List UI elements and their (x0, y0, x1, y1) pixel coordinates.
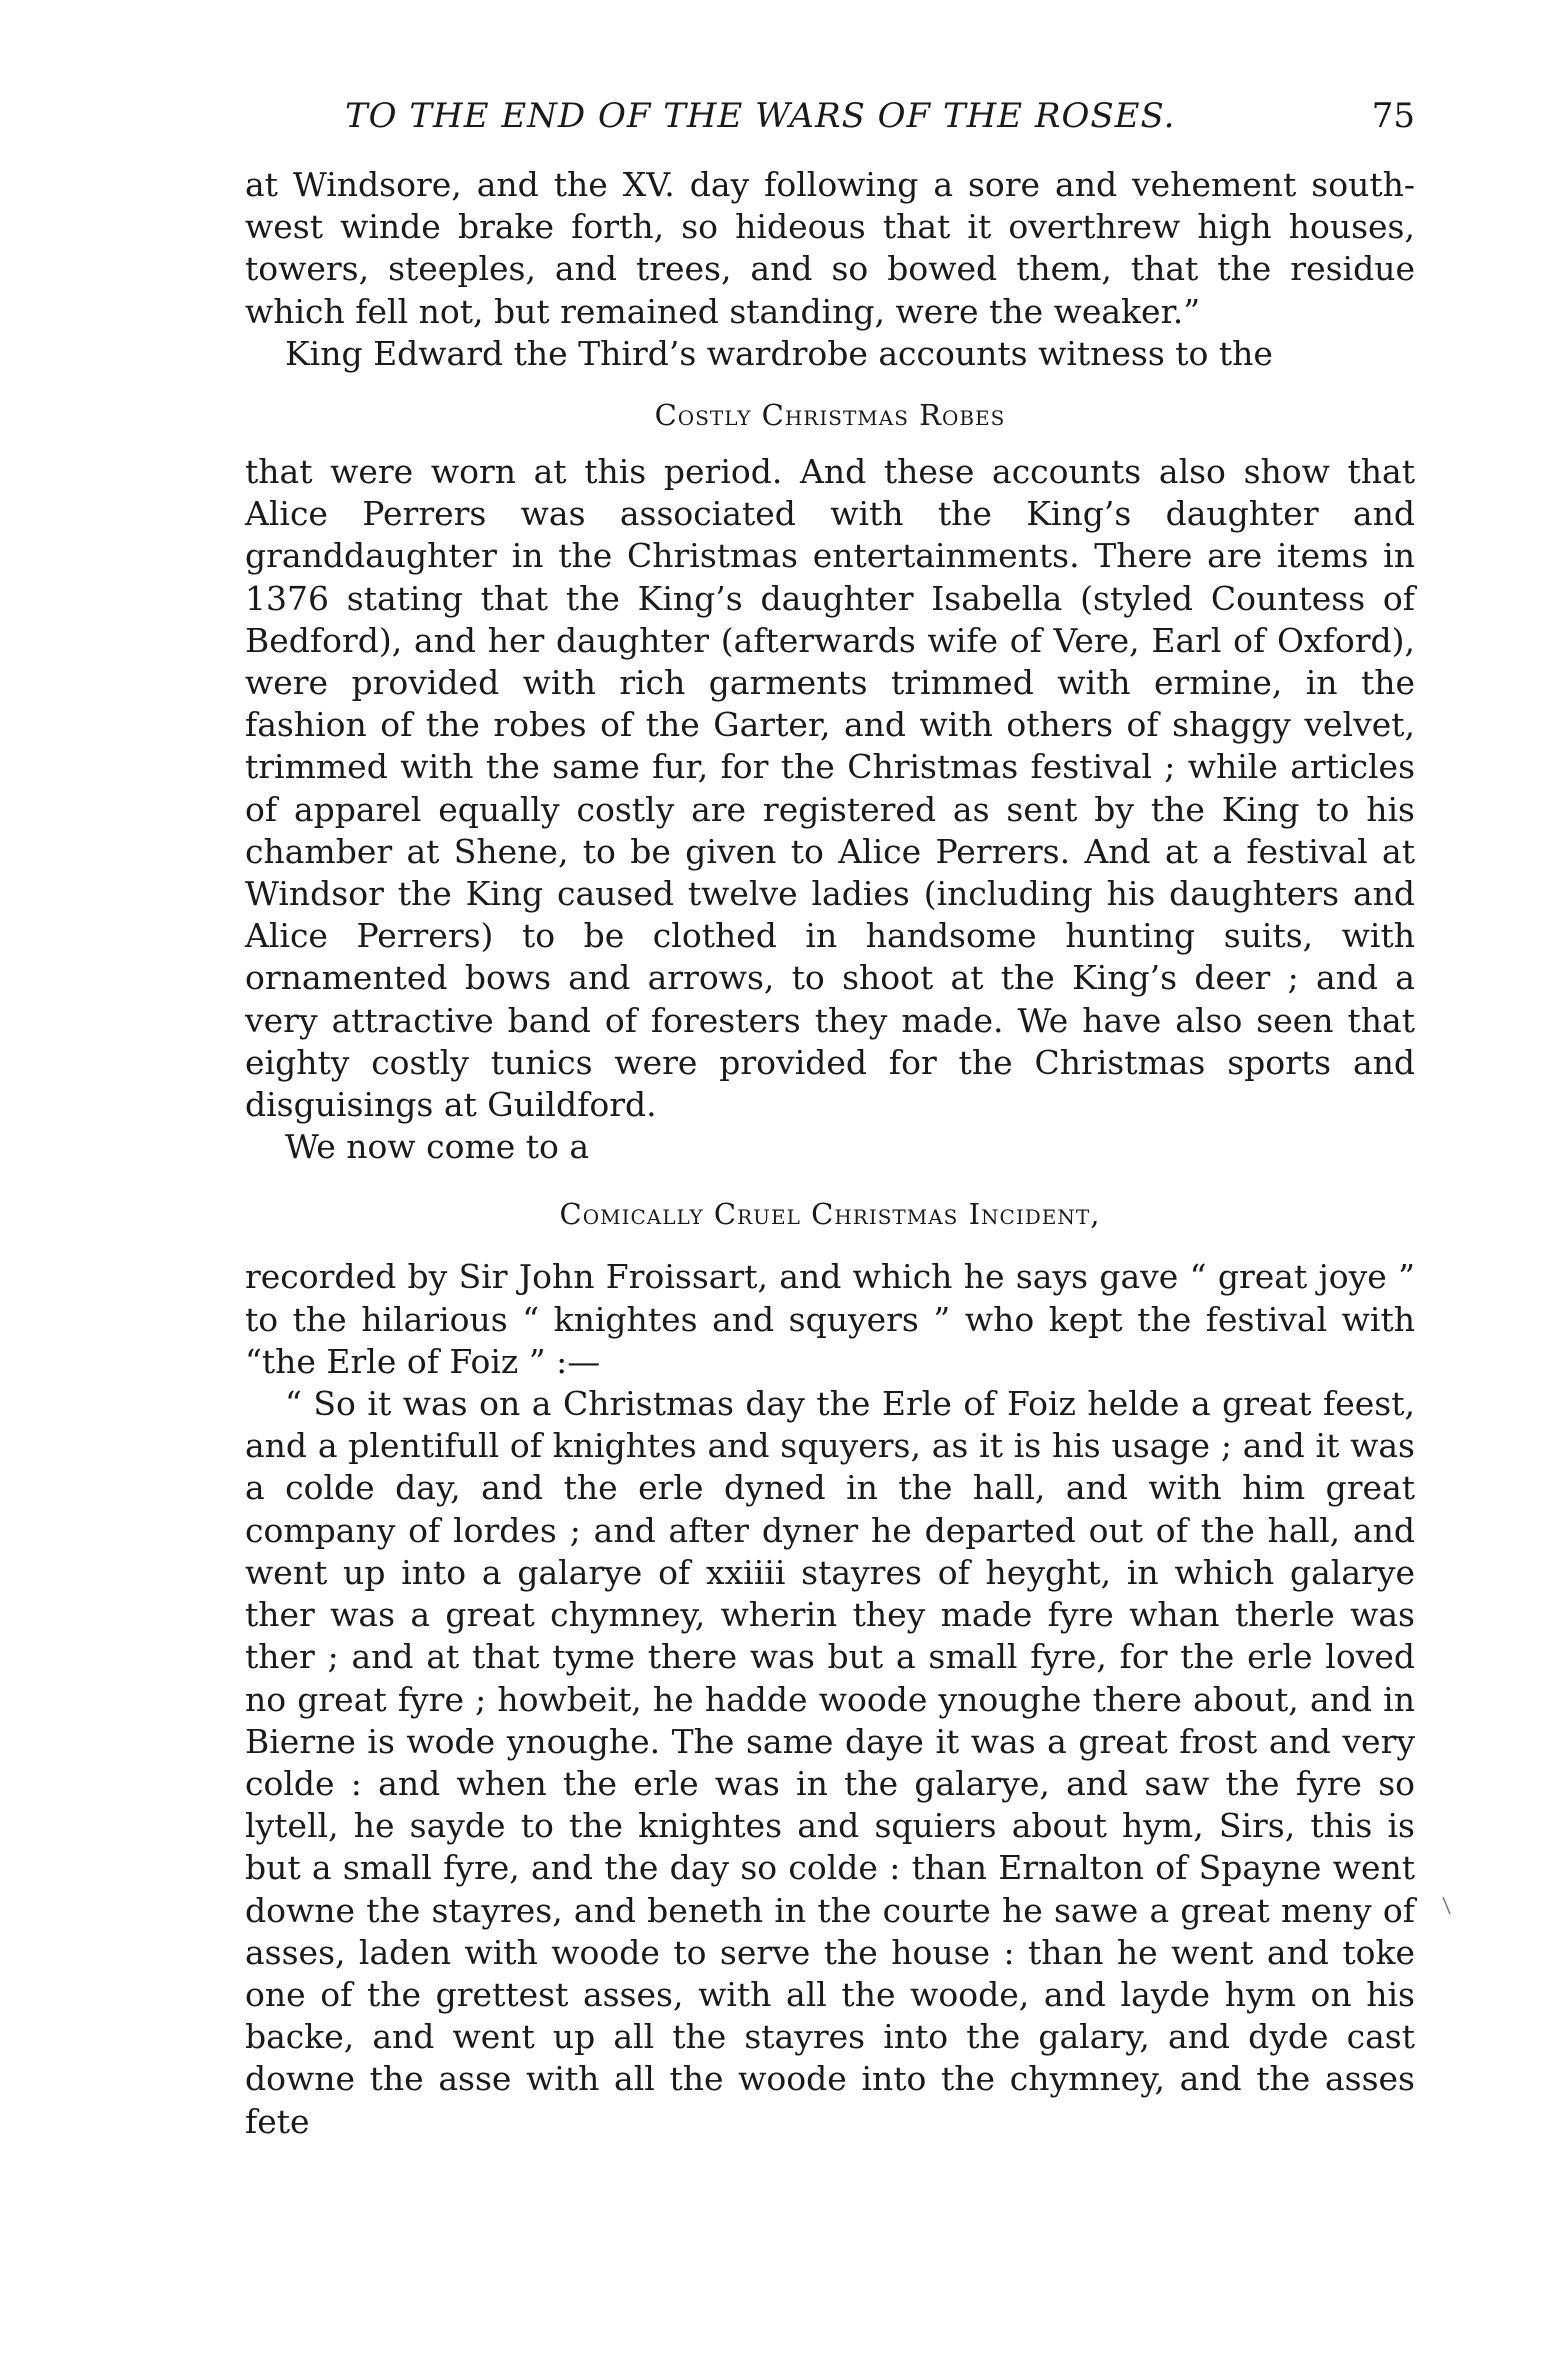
paragraph-continued: at Windsore, and the XV. day following a sore and vehement south-west winde brake forth, so hideous that it overthrew high houses, towers, steeples, and trees, and so bowed them, that the residue which fell not, but remained standing, were the weaker.” (245, 165, 1415, 331)
section-heading-robes: Costly Christmas Robes (654, 398, 1006, 433)
paragraph-robes: that were worn at this period. And these accounts also show that Alice Perrers was associated with the King’s daughter and granddaughter in the Christmas entertainments. There are items in 1376 stating that the King’s daughter Isabella (styled Countess of Bedford), and her daughter (afterwards wife of Vere, Earl of Oxford), were provided with rich garments trimmed with ermine, in the fashion of the robes of the Garter, and with others of shaggy velvet, trimmed with the same fur, for the Christmas festival ; while articles of apparel equally costly are registered as sent by the King to his chamber at Shene, to be given to Alice Perrers. And at a festival at Windsor the King caused twelve ladies (including his daughters and Alice Perrers) to be clothed in handsome hunting suits, with ornamented bows and arrows, to shoot at the King’s deer ; and a very attractive band of foresters they made. We have also seen that eighty costly tunics were provided for the Christmas sports and disguisings at Guildford. (245, 452, 1415, 1125)
margin-tick-mark (1440, 1895, 1454, 1917)
paragraph-froissart: recorded by Sir John Froissart, and which he says gave “ great joye ” to the hilarious “ knightes and squyers ” who kept the festival with “the Erle of Foiz ” :— (245, 1257, 1415, 1381)
page-number: 75 (1371, 96, 1415, 136)
running-header (245, 96, 1415, 164)
body-text (245, 164, 1415, 2143)
paragraph-transition: We now come to a (285, 1127, 590, 1167)
paragraph-wardrobe: King Edward the Third’s wardrobe accounts witness to the (285, 333, 1273, 373)
running-title: TO THE END OF THE WARS OF THE ROSES. (345, 96, 1176, 136)
section-heading-incident: Comically Cruel Christmas Incident, (559, 1197, 1101, 1232)
paragraph-quotation: “ So it was on a Christmas day the Erle of Foiz helde a great feest, and a plentifull of knightes and squyers, as it is his usage ; and it was a colde day, and the erle dyned in the hall, and with him great company of lordes ; and after dyner he departed out of the hall, and went up into a galarye of xxiiii stayres of heyght, in which galarye ther was a great chymney, wherin they made fyre whan therle was ther ; and at that tyme there was but a small fyre, for the erle loved no great fyre ; howbeit, he hadde woode ynoughe there about, and in Bierne is wode ynoughe. The same daye it was a great frost and very colde : and when the erle was in the galarye, and saw the fyre so lytell, he sayde to the knightes and squiers about hym, Sirs, this is but a small fyre, and the day so colde : than Ernalton of Spayne went downe the stayres, and beneth in the courte he sawe a great meny of asses, laden with woode to serve the house : than he went and toke one of the grettest asses, with all the woode, and layde hym on his backe, and went up all the stayres into the galary, and dyde cast downe the asse with all the woode into the chymney, and the asses fete (245, 1384, 1415, 2141)
book-page (245, 96, 1415, 2143)
